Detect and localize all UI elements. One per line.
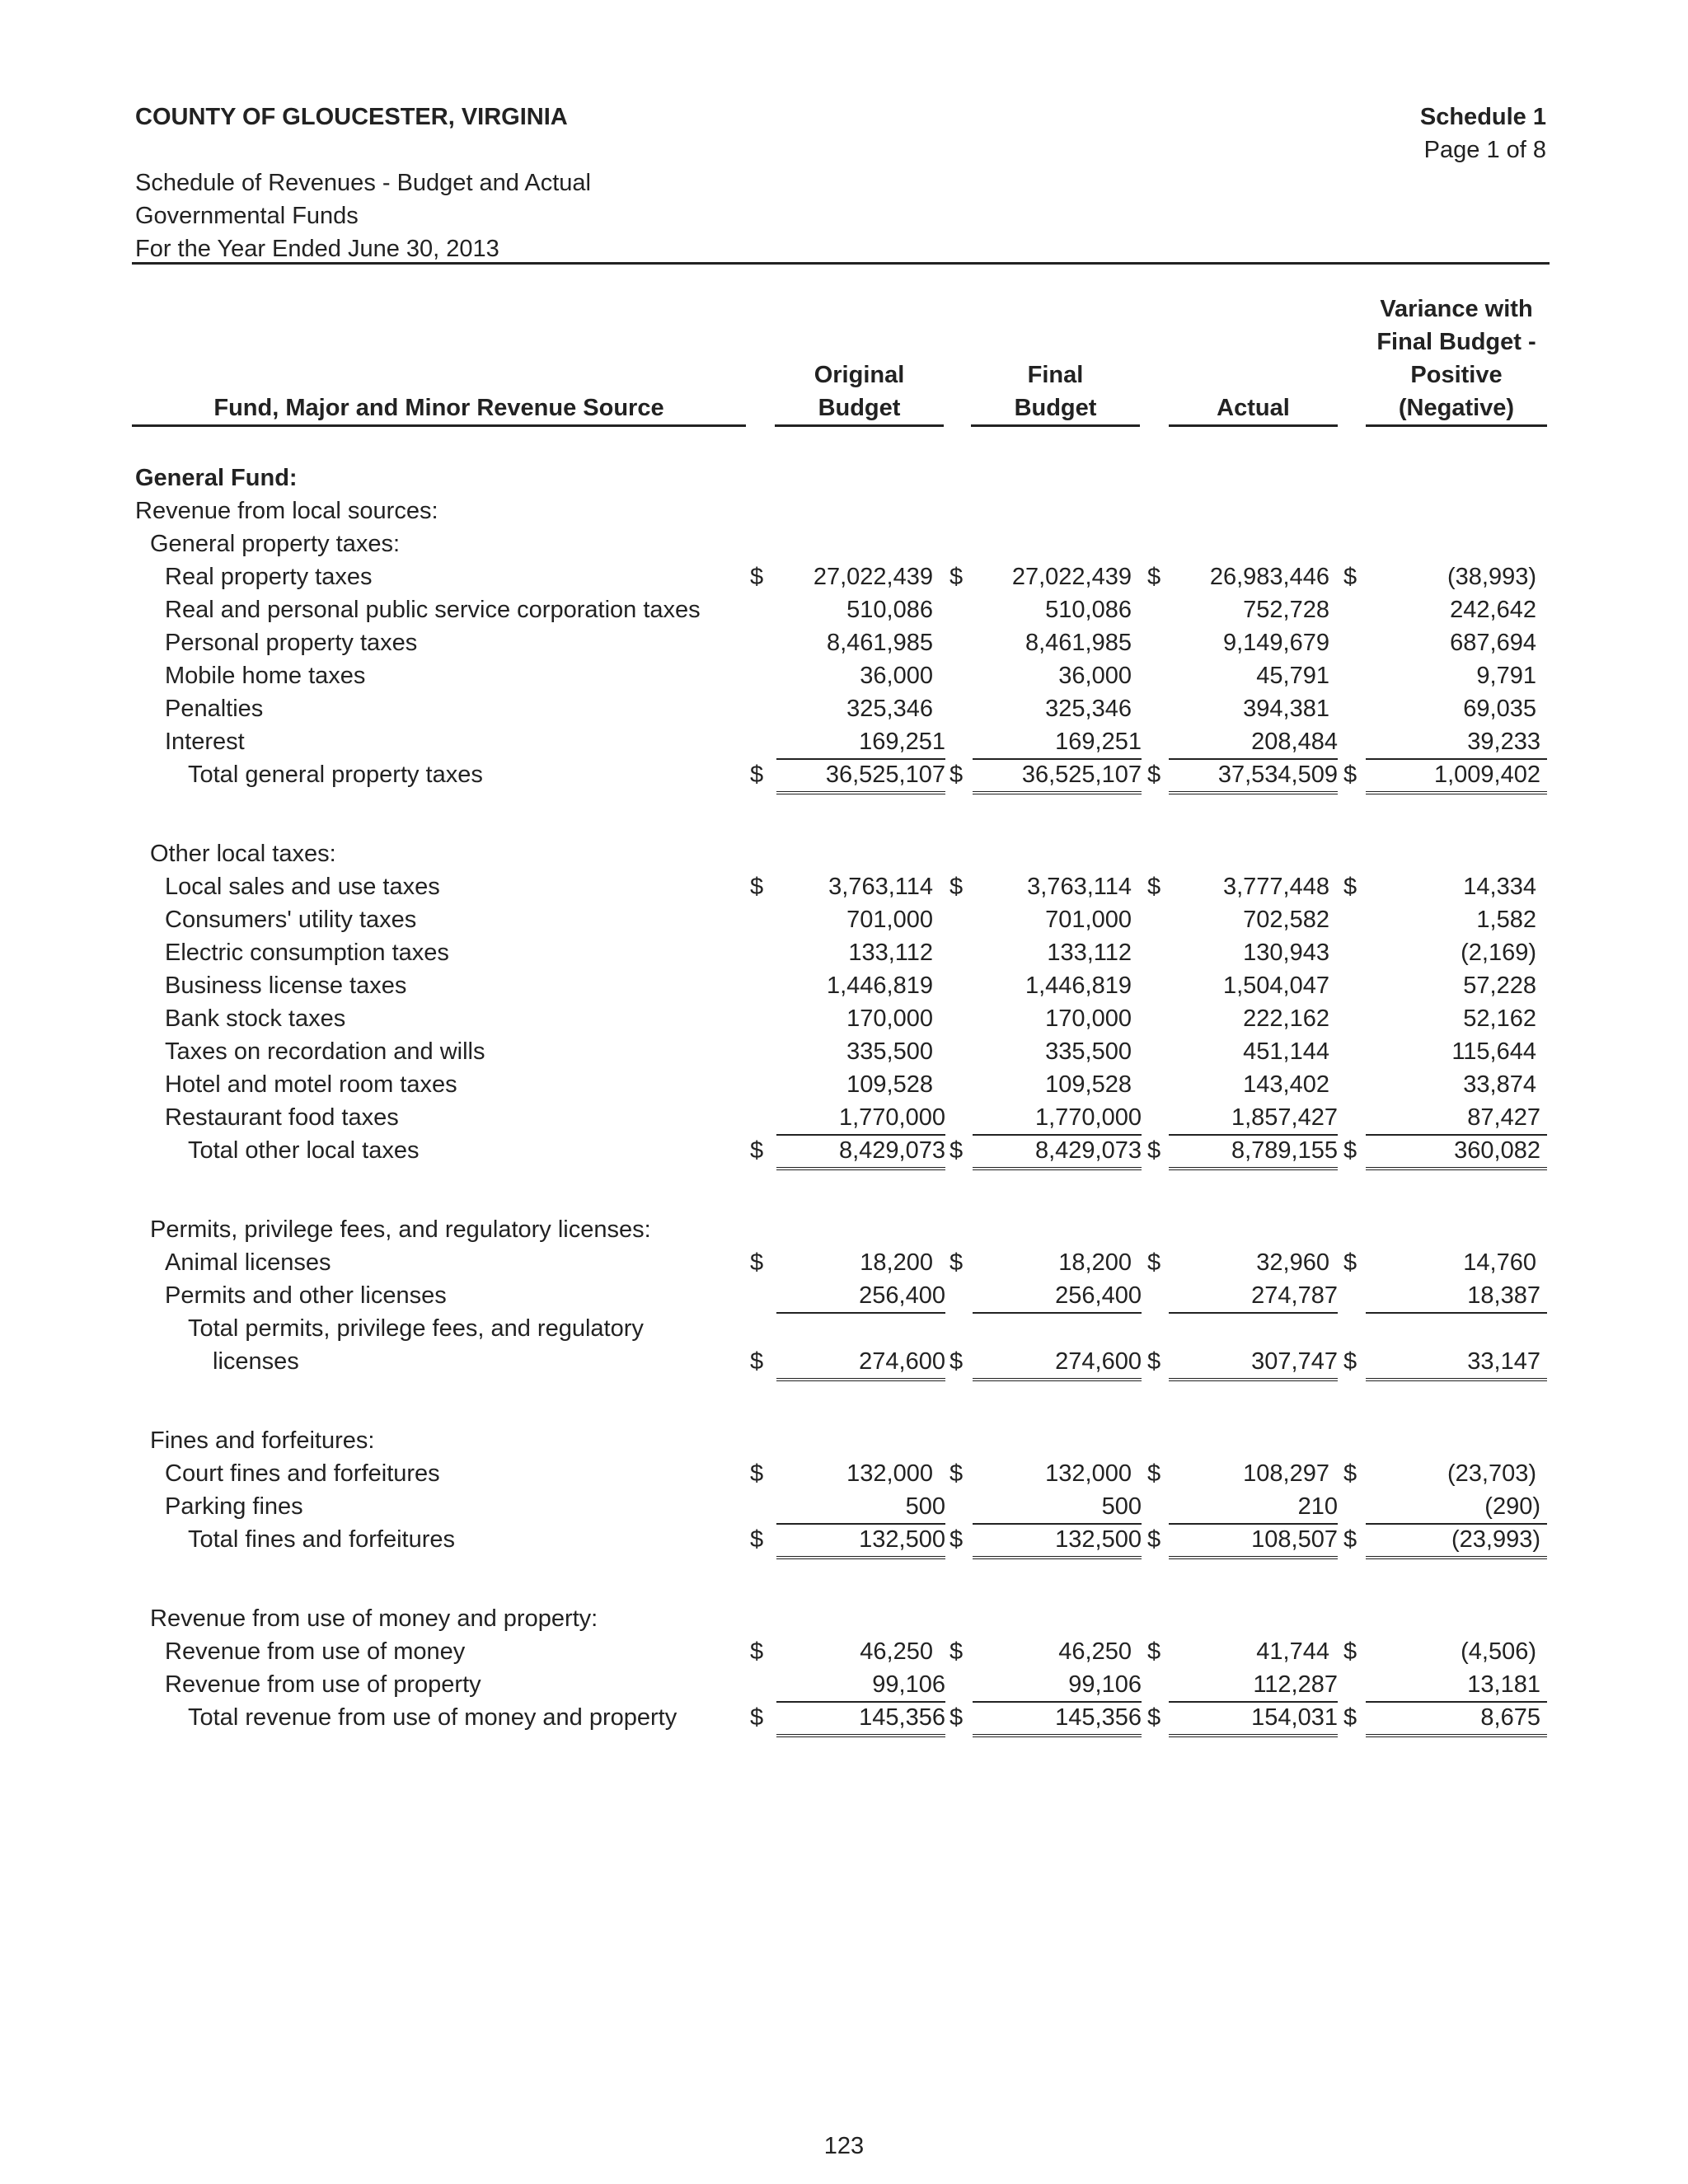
- cell-variance: (23,703): [1447, 1460, 1536, 1487]
- cell-actual: 208,484: [1169, 725, 1338, 760]
- cell-variance: 242,642: [1450, 597, 1536, 623]
- cell-final-budget: 46,250: [1058, 1638, 1132, 1665]
- currency-symbol: $: [950, 1460, 964, 1487]
- cell-final-budget: 335,500: [1045, 1038, 1132, 1065]
- cell-variance: 14,334: [1463, 874, 1536, 900]
- row-label: Restaurant food taxes: [165, 1104, 399, 1131]
- currency-symbol: $: [950, 1249, 964, 1276]
- currency-symbol: $: [1343, 762, 1357, 788]
- cell-variance: 69,035: [1463, 696, 1536, 722]
- section-heading: [0, 1312, 1688, 1345]
- cell-variance: (2,169): [1461, 940, 1536, 966]
- report-header: [135, 101, 591, 265]
- cell-final-budget: 170,000: [1045, 1005, 1132, 1032]
- currency-symbol: $: [1147, 564, 1161, 590]
- table-row: [0, 1101, 1688, 1134]
- row-label: Bank stock taxes: [165, 1005, 346, 1032]
- cell-final-budget: 1,446,819: [1025, 972, 1132, 999]
- cell-original-budget: 18,200: [860, 1249, 933, 1276]
- cell-actual: 154,031: [1169, 1701, 1338, 1737]
- cell-original-budget: 132,000: [846, 1460, 933, 1487]
- row-label: Electric consumption taxes: [165, 940, 449, 966]
- table-row: [0, 758, 1688, 791]
- cell-final-budget: 109,528: [1045, 1071, 1132, 1098]
- currency-symbol: $: [1343, 1460, 1357, 1487]
- cell-original-budget: 274,600: [776, 1345, 945, 1381]
- cell-actual: 37,534,509: [1169, 758, 1338, 794]
- cell-final-budget: 145,356: [973, 1701, 1142, 1737]
- cell-variance: (4,506): [1461, 1638, 1536, 1665]
- cell-final-budget: 36,000: [1058, 663, 1132, 689]
- currency-symbol: $: [1343, 1249, 1357, 1276]
- table-row: [0, 1490, 1688, 1523]
- row-spacer: [0, 1167, 1688, 1213]
- cell-actual: 210: [1169, 1490, 1338, 1525]
- cell-original-budget: 325,346: [846, 696, 933, 722]
- currency-symbol: $: [950, 1704, 964, 1731]
- cell-final-budget: 132,500: [973, 1523, 1142, 1559]
- row-label: Business license taxes: [165, 972, 407, 999]
- cell-actual: 3,777,448: [1222, 874, 1329, 900]
- cell-actual: 108,507: [1169, 1523, 1338, 1559]
- currency-symbol: $: [950, 564, 964, 590]
- cell-final-budget: 27,022,439: [1011, 564, 1132, 590]
- cell-variance: (290): [1366, 1490, 1547, 1525]
- cell-original-budget: 8,429,073: [776, 1134, 945, 1170]
- cell-variance: 57,228: [1463, 972, 1536, 999]
- row-label: General property taxes:: [150, 531, 401, 557]
- cell-actual: 394,381: [1243, 696, 1329, 722]
- currency-symbol: $: [950, 1348, 964, 1375]
- cell-final-budget: 510,086: [1045, 597, 1132, 623]
- row-label: Personal property taxes: [165, 630, 418, 656]
- row-label: Penalties: [165, 696, 264, 722]
- cell-actual: 307,747: [1169, 1345, 1338, 1381]
- row-label: Real property taxes: [165, 564, 373, 590]
- currency-symbol: $: [1147, 1526, 1161, 1553]
- row-spacer: [0, 791, 1688, 837]
- row-label: Animal licenses: [165, 1249, 331, 1276]
- cell-final-budget: 18,200: [1058, 1249, 1132, 1276]
- cell-original-budget: 256,400: [776, 1279, 945, 1314]
- cell-actual: 41,744: [1256, 1638, 1329, 1665]
- table-row: [0, 659, 1688, 692]
- cell-original-budget: 8,461,985: [826, 630, 933, 656]
- cell-original-budget: 109,528: [846, 1071, 933, 1098]
- currency-symbol: $: [1147, 1704, 1161, 1731]
- section-heading: [0, 527, 1688, 560]
- row-label: Permits and other licenses: [165, 1282, 447, 1309]
- row-label: Other local taxes:: [150, 841, 336, 867]
- cell-variance: 115,644: [1451, 1038, 1536, 1065]
- section-heading: [0, 837, 1688, 870]
- cell-final-budget: 8,461,985: [1025, 630, 1132, 656]
- row-label: Hotel and motel room taxes: [165, 1071, 457, 1098]
- cell-actual: 1,857,427: [1169, 1101, 1338, 1136]
- cell-variance: 39,233: [1366, 725, 1547, 760]
- currency-symbol: $: [1343, 874, 1357, 900]
- cell-original-budget: 132,500: [776, 1523, 945, 1559]
- table-row: [0, 1279, 1688, 1312]
- currency-symbol: $: [750, 1137, 764, 1164]
- cell-variance: 33,147: [1366, 1345, 1547, 1381]
- cell-variance: 52,162: [1463, 1005, 1536, 1032]
- col-header-final-budget: Final Budget: [971, 295, 1140, 427]
- row-label: Real and personal public service corporation taxes: [165, 597, 701, 623]
- row-label: Fines and forfeitures:: [150, 1427, 375, 1454]
- cell-actual: 274,787: [1169, 1279, 1338, 1314]
- table-row: [0, 1635, 1688, 1668]
- cell-actual: 108,297: [1243, 1460, 1329, 1487]
- table-row: [0, 1002, 1688, 1035]
- cell-original-budget: 27,022,439: [813, 564, 933, 590]
- cell-original-budget: 1,770,000: [776, 1101, 945, 1136]
- table-row: [0, 870, 1688, 903]
- currency-symbol: $: [750, 762, 764, 788]
- currency-symbol: $: [1343, 1348, 1357, 1375]
- cell-variance: 360,082: [1366, 1134, 1547, 1170]
- cell-variance: 1,582: [1476, 907, 1536, 933]
- cell-final-budget: 500: [973, 1490, 1142, 1525]
- cell-final-budget: 99,106: [973, 1668, 1142, 1703]
- page-number: 123: [823, 2133, 865, 2159]
- table-row: [0, 725, 1688, 758]
- currency-symbol: $: [950, 1526, 964, 1553]
- schedule-label: Schedule 1: [1419, 104, 1546, 130]
- cell-original-budget: 36,000: [860, 663, 933, 689]
- cell-actual: 222,162: [1243, 1005, 1329, 1032]
- col-header-variance: Variance with Final Budget - Positive (Negative): [1366, 295, 1547, 427]
- row-spacer: [0, 1378, 1688, 1424]
- cell-variance: (38,993): [1447, 564, 1536, 590]
- table-row: [0, 1523, 1688, 1556]
- currency-symbol: $: [750, 564, 764, 590]
- cell-final-budget: 1,770,000: [973, 1101, 1142, 1136]
- county-title: COUNTY OF GLOUCESTER, VIRGINIA: [135, 104, 568, 130]
- cell-original-budget: 510,086: [846, 597, 933, 623]
- cell-actual: 1,504,047: [1222, 972, 1329, 999]
- cell-final-budget: 325,346: [1045, 696, 1132, 722]
- col-header-actual: Actual: [1169, 295, 1338, 427]
- cell-variance: 18,387: [1366, 1279, 1547, 1314]
- cell-original-budget: 170,000: [846, 1005, 933, 1032]
- currency-symbol: $: [950, 762, 964, 788]
- table-row: [0, 692, 1688, 725]
- currency-symbol: $: [1147, 1460, 1161, 1487]
- currency-symbol: $: [1343, 1526, 1357, 1553]
- table-row: [0, 1701, 1688, 1734]
- currency-symbol: $: [750, 1348, 764, 1375]
- cell-actual: 26,983,446: [1209, 564, 1329, 590]
- cell-final-budget: 132,000: [1045, 1460, 1132, 1487]
- cell-original-budget: 1,446,819: [826, 972, 933, 999]
- row-label: Total other local taxes: [188, 1137, 420, 1164]
- currency-symbol: $: [1147, 1638, 1161, 1665]
- cell-variance: 87,427: [1366, 1101, 1547, 1136]
- row-label: Court fines and forfeitures: [165, 1460, 440, 1487]
- currency-symbol: $: [1343, 564, 1357, 590]
- currency-symbol: $: [950, 1137, 964, 1164]
- row-label: Total permits, privilege fees, and regulatory: [188, 1315, 644, 1342]
- currency-symbol: $: [950, 874, 964, 900]
- table-row: [0, 1134, 1688, 1167]
- cell-variance: 14,760: [1463, 1249, 1536, 1276]
- section-heading: [0, 1602, 1688, 1635]
- cell-original-budget: 3,763,114: [828, 874, 933, 900]
- row-label: Parking fines: [165, 1493, 303, 1520]
- cell-final-budget: 133,112: [1047, 940, 1132, 966]
- fund-type: Governmental Funds: [135, 203, 359, 229]
- currency-symbol: $: [1147, 874, 1161, 900]
- currency-symbol: $: [750, 874, 764, 900]
- revenue-table: [0, 462, 1688, 1734]
- row-label: Consumers' utility taxes: [165, 907, 417, 933]
- cell-original-budget: 133,112: [848, 940, 933, 966]
- row-label: Total fines and forfeitures: [188, 1526, 456, 1553]
- cell-actual: 9,149,679: [1222, 630, 1329, 656]
- row-label: General Fund:: [135, 465, 298, 491]
- currency-symbol: $: [1147, 1348, 1161, 1375]
- section-heading: [0, 1424, 1688, 1457]
- cell-final-budget: 169,251: [973, 725, 1142, 760]
- report-subtitle: Schedule of Revenues - Budget and Actual: [135, 170, 591, 196]
- cell-actual: 143,402: [1243, 1071, 1329, 1098]
- row-label: Revenue from use of money and property:: [150, 1605, 598, 1632]
- schedule-info: [1420, 101, 1546, 166]
- row-label: Permits, privilege fees, and regulatory licenses:: [150, 1216, 651, 1243]
- page-indicator: Page 1 of 8: [1423, 137, 1546, 163]
- cell-actual: 451,144: [1243, 1038, 1329, 1065]
- cell-final-budget: 36,525,107: [973, 758, 1142, 794]
- col-header-original-budget: Original Budget: [775, 295, 944, 427]
- row-label: Interest: [165, 729, 245, 755]
- cell-final-budget: 256,400: [973, 1279, 1142, 1314]
- row-label: Total general property taxes: [188, 762, 483, 788]
- cell-actual: 752,728: [1243, 597, 1329, 623]
- cell-actual: 130,943: [1243, 940, 1329, 966]
- cell-original-budget: 500: [776, 1490, 945, 1525]
- currency-symbol: $: [750, 1249, 764, 1276]
- cell-original-budget: 46,250: [860, 1638, 933, 1665]
- row-label: Revenue from use of property: [165, 1671, 481, 1698]
- currency-symbol: $: [1147, 1137, 1161, 1164]
- cell-final-budget: 8,429,073: [973, 1134, 1142, 1170]
- section-heading: [0, 1213, 1688, 1246]
- table-row: [0, 626, 1688, 659]
- cell-actual: 702,582: [1243, 907, 1329, 933]
- currency-symbol: $: [1147, 1249, 1161, 1276]
- cell-variance: 687,694: [1450, 630, 1536, 656]
- cell-original-budget: 36,525,107: [776, 758, 945, 794]
- cell-variance: 33,874: [1463, 1071, 1536, 1098]
- cell-actual: 45,791: [1256, 663, 1329, 689]
- col-header-source: Fund, Major and Minor Revenue Source: [132, 295, 746, 427]
- report-period: For the Year Ended June 30, 2013: [135, 236, 499, 262]
- cell-original-budget: 701,000: [846, 907, 933, 933]
- cell-variance: 1,009,402: [1366, 758, 1547, 794]
- row-label: Revenue from local sources:: [135, 498, 438, 524]
- section-heading: [0, 462, 1688, 494]
- table-row: [0, 1035, 1688, 1068]
- cell-variance: 13,181: [1366, 1668, 1547, 1703]
- row-label: Total revenue from use of money and property: [188, 1704, 678, 1731]
- cell-original-budget: 145,356: [776, 1701, 945, 1737]
- row-label: Local sales and use taxes: [165, 874, 440, 900]
- currency-symbol: $: [1147, 762, 1161, 788]
- currency-symbol: $: [750, 1638, 764, 1665]
- table-row: [0, 1246, 1688, 1279]
- cell-final-budget: 3,763,114: [1027, 874, 1132, 900]
- currency-symbol: $: [750, 1704, 764, 1731]
- table-row: [0, 1068, 1688, 1101]
- cell-actual: 8,789,155: [1169, 1134, 1338, 1170]
- currency-symbol: $: [1343, 1704, 1357, 1731]
- cell-actual: 112,287: [1169, 1668, 1338, 1703]
- currency-symbol: $: [950, 1638, 964, 1665]
- table-row: [0, 969, 1688, 1002]
- row-label: Mobile home taxes: [165, 663, 366, 689]
- table-row: [0, 1457, 1688, 1490]
- table-row: [0, 560, 1688, 593]
- cell-final-budget: 274,600: [973, 1345, 1142, 1381]
- table-row: [0, 903, 1688, 936]
- table-row: [0, 1345, 1688, 1378]
- row-label: Revenue from use of money: [165, 1638, 466, 1665]
- cell-variance: 9,791: [1476, 663, 1536, 689]
- cell-variance: 8,675: [1366, 1701, 1547, 1737]
- cell-original-budget: 335,500: [846, 1038, 933, 1065]
- currency-symbol: $: [1343, 1638, 1357, 1665]
- cell-actual: 32,960: [1256, 1249, 1329, 1276]
- currency-symbol: $: [750, 1526, 764, 1553]
- row-label: Taxes on recordation and wills: [165, 1038, 485, 1065]
- currency-symbol: $: [1343, 1137, 1357, 1164]
- cell-original-budget: 99,106: [776, 1668, 945, 1703]
- currency-symbol: $: [750, 1460, 764, 1487]
- row-label: licenses: [213, 1348, 299, 1375]
- cell-variance: (23,993): [1366, 1523, 1547, 1559]
- row-spacer: [0, 1556, 1688, 1602]
- section-heading: [0, 494, 1688, 527]
- header-divider: [132, 262, 1550, 265]
- table-row: [0, 936, 1688, 969]
- cell-final-budget: 701,000: [1045, 907, 1132, 933]
- table-row: [0, 1668, 1688, 1701]
- table-row: [0, 593, 1688, 626]
- cell-original-budget: 169,251: [776, 725, 945, 760]
